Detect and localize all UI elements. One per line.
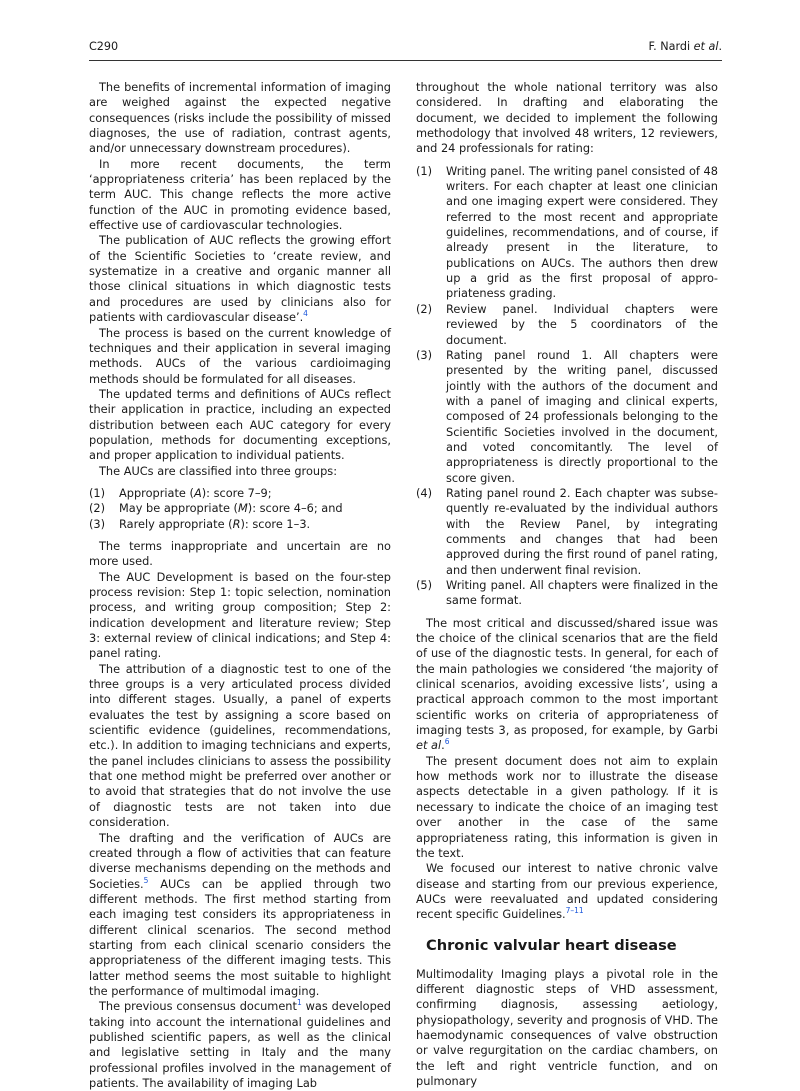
list-item: (2) Review panel. Individual chapters were reviewed by the 5 coordinators of the document. (416, 301, 718, 347)
page-number: C290 (89, 40, 119, 53)
paragraph: throughout the whole national territory was also considered. In drafting and elaborating the document, we decided to implement the following methodology that involved 48 writers, 12 reviewers, and 24 professionals for rating: (416, 80, 718, 156)
paragraph: The present document does not aim to explain how methods work nor to illustrate the disease aspects detectable in a given pathology. If it is necessary to indicate the choice of an imaging test over another in the case of the same appropriateness rating, this information is given in the text. (416, 753, 718, 860)
left-column (89, 80, 391, 1091)
methodology-steps-list (416, 164, 718, 609)
paragraph: The process is based on the current knowledge of techniques and their application in several imaging methods. AUCs of the various cardioimaging methods should be formulated for all diseases. (89, 325, 391, 386)
paragraph: The attribution of a diagnostic test to one of the three groups is a very articulated process divided into different stages. Usually, a panel of experts evaluates the test by assigning a score based on scientific evidence (guidelines, recommendations, etc.). In addition to imaging technicians and experts, the panel includes clinicians to assess the possibility that one method might be preferred over another or to avoid that strategies that do not involve the use of diagnostic tests are not taken into due consideration. (89, 661, 391, 830)
list-item: (4) Rating panel round 2. Each chapter was subsequently re-evaluated by the individual authors with the Review Panel, by integrating comments and changes that had been approved during the first round of panel rating, and then underwent final revision. (416, 485, 718, 577)
header-divider (89, 60, 722, 61)
paragraph: In more recent documents, the term ‘appropriateness criteria’ has been replaced by the term AUC. This change reflects the more active function of the AUC in promoting evidence based, effective use of cardiovascular technologies. (89, 156, 391, 233)
citation-link[interactable]: 4 (303, 309, 308, 319)
list-item: (1) Writing panel. The writing panel consisted of 48 writers. For each chapter at least one clinician and one imaging expert were considered. They referred to the most recent and appropriate guidelines, recommendations, and of course, if already present in the literature, to publications on AUCs. The authors then drew up a grid as the first proposal of appropriateness grading. (416, 163, 718, 301)
section-heading: Chronic valvular heart disease (426, 936, 677, 954)
paragraph: The publication of AUC reflects the growing effort of the Scientific Societies to ‘create review, and systematize in a creative and organic manner all those clinical situations in which diagnostic tests and procedures are used by clinicians also for patients with cardiovascular disease’.$^4$ (89, 233, 391, 325)
running-authors: F. Nardi et al. (648, 40, 722, 53)
running-header (89, 40, 722, 60)
list-item: (2) May be appropriate (M): score 4–6; and (89, 501, 343, 516)
list-item: (3) Rating panel round 1. All chapters were presented by the writing panel, discussed jointly with the authors of the document and with a panel of imaging and clinical experts, composed of 24 professionals belonging to the Scientific Societies involved in the document, and voted concomitantly. The level of appropriateness is directly proportional to the score given. (416, 347, 718, 485)
paragraph: The terms inappropriate and uncertain are no more used. (89, 538, 391, 569)
paragraph: The updated terms and definitions of AUCs reflect their application in practice, including an expected distribution between each AUC category for every population, methods for documenting exceptions, and proper application to individual patients. (89, 386, 391, 463)
paragraph: We focused our interest to native chronic valve disease and starting from our previous experience, AUCs were reevaluated and updated considering recent specific Guidelines.$^{7-11}$ (416, 861, 718, 922)
paragraph: The AUCs are classified into three groups: (99, 463, 338, 478)
citation-link[interactable]: 6 (444, 737, 450, 747)
paragraph: The drafting and the verification of AUCs are created through a flow of activities that can feature diverse mechanisms depending on the methods and Societies.$^5$ AUCs can be applied through two different methods. The first method starting from each imaging test considers its appropriateness in different clinical scenarios. The second method starting from each clinical scenario considers the appropriateness of the different imaging tests. This latter method seems the most suitable to highlight the performance of multimodal imaging. (89, 830, 391, 998)
paragraph: The AUC Development is based on the four-step process revision: Step 1: topic selection, nomination process, and writing group composition; Step 2: indication development and literature review; Step 3: external review of clinical indications; and Step 4: panel rating. (89, 569, 391, 661)
right-column (416, 80, 718, 1089)
paragraph: The benefits of incremental information of imaging are weighed against the expected negative consequences (risks include the possibility of missed diagnoses, the use of radiation, contrast agents, and/or unnecessary downstream procedures). (89, 80, 391, 156)
paragraph: The most critical and discussed/shared issue was the choice of the clinical scenarios that are the field of use of the diagnostic tests. In general, for each of the main pathologies we considered ‘the majority of clinical scenarios, avoiding excessive lists’, using a practical approach common to the most important scientific works on criteria of appropriateness of imaging tests 3, as proposed, for example, by Garbi et al.$^6$ (416, 615, 718, 753)
list-item: (1) Appropriate (A): score 7–9; (89, 485, 272, 500)
auc-groups-list (89, 486, 391, 532)
citation-link[interactable]: 5 (143, 875, 149, 885)
citation-link[interactable]: 1 (296, 998, 302, 1008)
paragraph: Multimodality Imaging plays a pivotal role in the different diagnostic steps of VHD assessment, confirming diagnosis, assessing aetiology, physiopathology, severity and prognosis of VHD. The haemodynamic consequences of valve obstruction or valve regurgitation on the cardiac chambers, on the left and right ventricle function, and on pulmonary (416, 966, 718, 1088)
list-item: (5) Writing panel. All chapters were finalized in the same format. (416, 578, 718, 608)
list-item: (3) Rarely appropriate (R): score 1–3. (89, 516, 311, 531)
citation-link[interactable]: 7–11 (565, 906, 584, 916)
paragraph: The previous consensus document$^1$ was developed taking into account the international guidelines and published scientific papers, as well as the clinical and legislative setting in Italy and the many professional profiles involved in the management of patients. The availability of imaging Lab (89, 998, 391, 1090)
